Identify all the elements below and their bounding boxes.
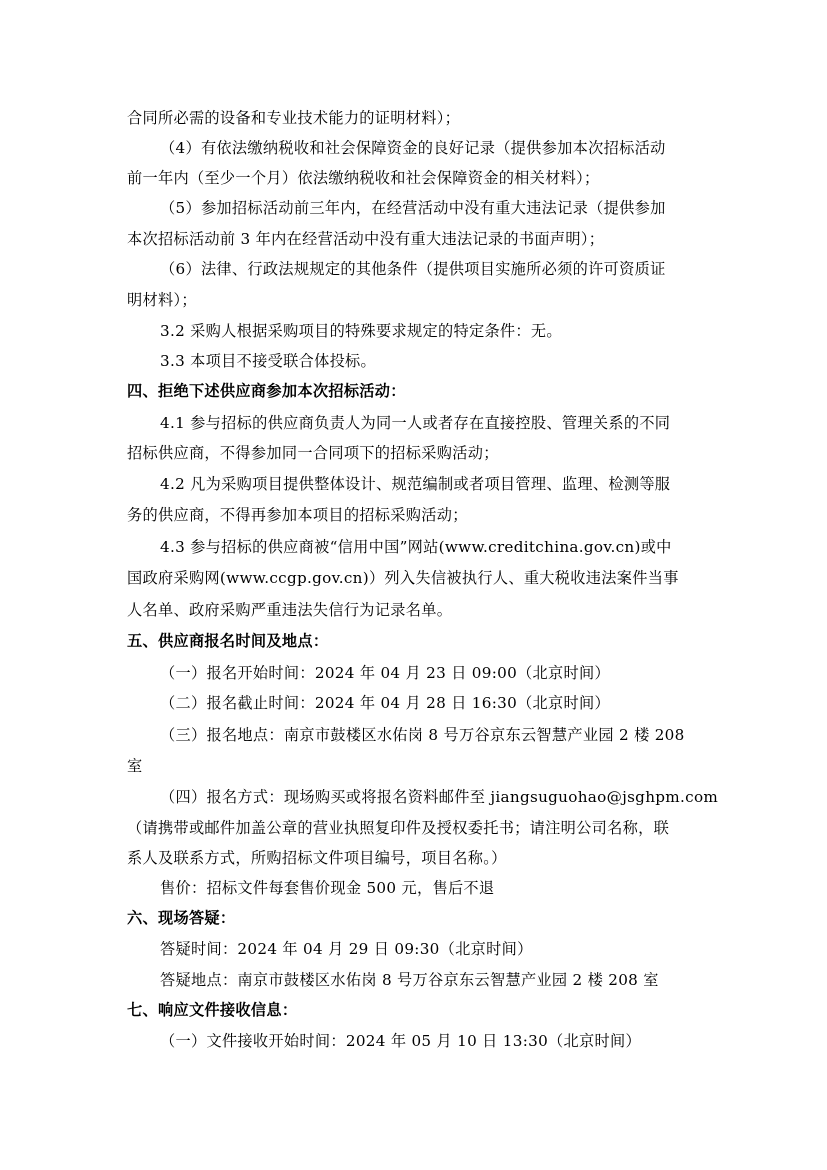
text-line: 务的供应商，不得再参加本项目的招标采购活动； <box>127 506 468 524</box>
text-line: 售价：招标文件每套售价现金 500 元，售后不退 <box>160 879 495 897</box>
text-line: 系人及联系方式，所购招标文件项目编号，项目名称。） <box>127 849 507 867</box>
text-line: （四）报名方式：现场购买或将报名资料邮件至 jiangsuguohao@jsghpm.com <box>160 788 719 806</box>
text-line: 3.2 采购人根据采购项目的特殊要求规定的特定条件：无。 <box>160 322 562 340</box>
section-heading: 七、响应文件接收信息： <box>127 1001 298 1019</box>
text-line: （5）参加招标活动前三年内，在经营活动中没有重大违法记录（提供参加 <box>160 199 666 217</box>
section-heading: 六、现场答疑： <box>127 909 236 927</box>
text-line: 室 <box>127 757 143 775</box>
text-line: （二）报名截止时间：2024 年 04 月 28 日 16:30（北京时间） <box>160 694 610 712</box>
section-heading: 四、拒绝下述供应商参加本次招标活动： <box>127 382 406 400</box>
text-line: 4.3 参与招标的供应商被“信用中国”网站(www.creditchina.gov.cn)或中 <box>160 538 672 556</box>
text-line: （三）报名地点：南京市鼓楼区水佑岗 8 号万谷京东云智慧产业园 2 楼 208 <box>160 726 685 744</box>
section-heading: 五、供应商报名时间及地点： <box>127 632 329 650</box>
text-line: 本次招标活动前 3 年内在经营活动中没有重大违法记录的书面声明）； <box>127 230 605 248</box>
text-line: 人名单、政府采购严重违法失信行为记录名单。 <box>127 601 453 619</box>
text-line: 4.2 凡为采购项目提供整体设计、规范编制或者项目管理、监理、检测等服 <box>160 475 671 493</box>
text-line: 明材料）； <box>127 291 197 309</box>
text-line: 答疑时间：2024 年 04 月 29 日 09:30（北京时间） <box>160 940 533 958</box>
text-line: （请携带或邮件加盖公章的营业执照复印件及授权委托书；请注明公司名称，联 <box>127 819 670 837</box>
text-line: 招标供应商，不得参加同一合同项下的招标采购活动； <box>127 444 499 462</box>
text-line: （一）文件接收开始时间：2024 年 05 月 10 日 13:30（北京时间） <box>160 1032 641 1050</box>
text-line: 国政府采购网(www.ccgp.gov.cn)）列入失信被执行人、重大税收违法案件当事 <box>127 569 679 587</box>
text-line: （一）报名开始时间：2024 年 04 月 23 日 09:00（北京时间） <box>160 664 610 682</box>
text-line: 4.1 参与招标的供应商负责人为同一人或者存在直接控股、管理关系的不同 <box>160 414 671 432</box>
text-line: （4）有依法缴纳税收和社会保障资金的良好记录（提供参加本次招标活动 <box>160 139 666 157</box>
text-line: 3.3 本项目不接受联合体投标。 <box>160 352 377 370</box>
text-line: 答疑地点：南京市鼓楼区水佑岗 8 号万谷京东云智慧产业园 2 楼 208 室 <box>160 971 659 989</box>
text-line: （6）法律、行政法规规定的其他条件（提供项目实施所必须的许可资质证 <box>160 260 666 278</box>
text-line: 合同所必需的设备和专业技术能力的证明材料）； <box>127 109 461 127</box>
text-line: 前一年内（至少一个月）依法缴纳税收和社会保障资金的相关材料）； <box>127 169 600 187</box>
